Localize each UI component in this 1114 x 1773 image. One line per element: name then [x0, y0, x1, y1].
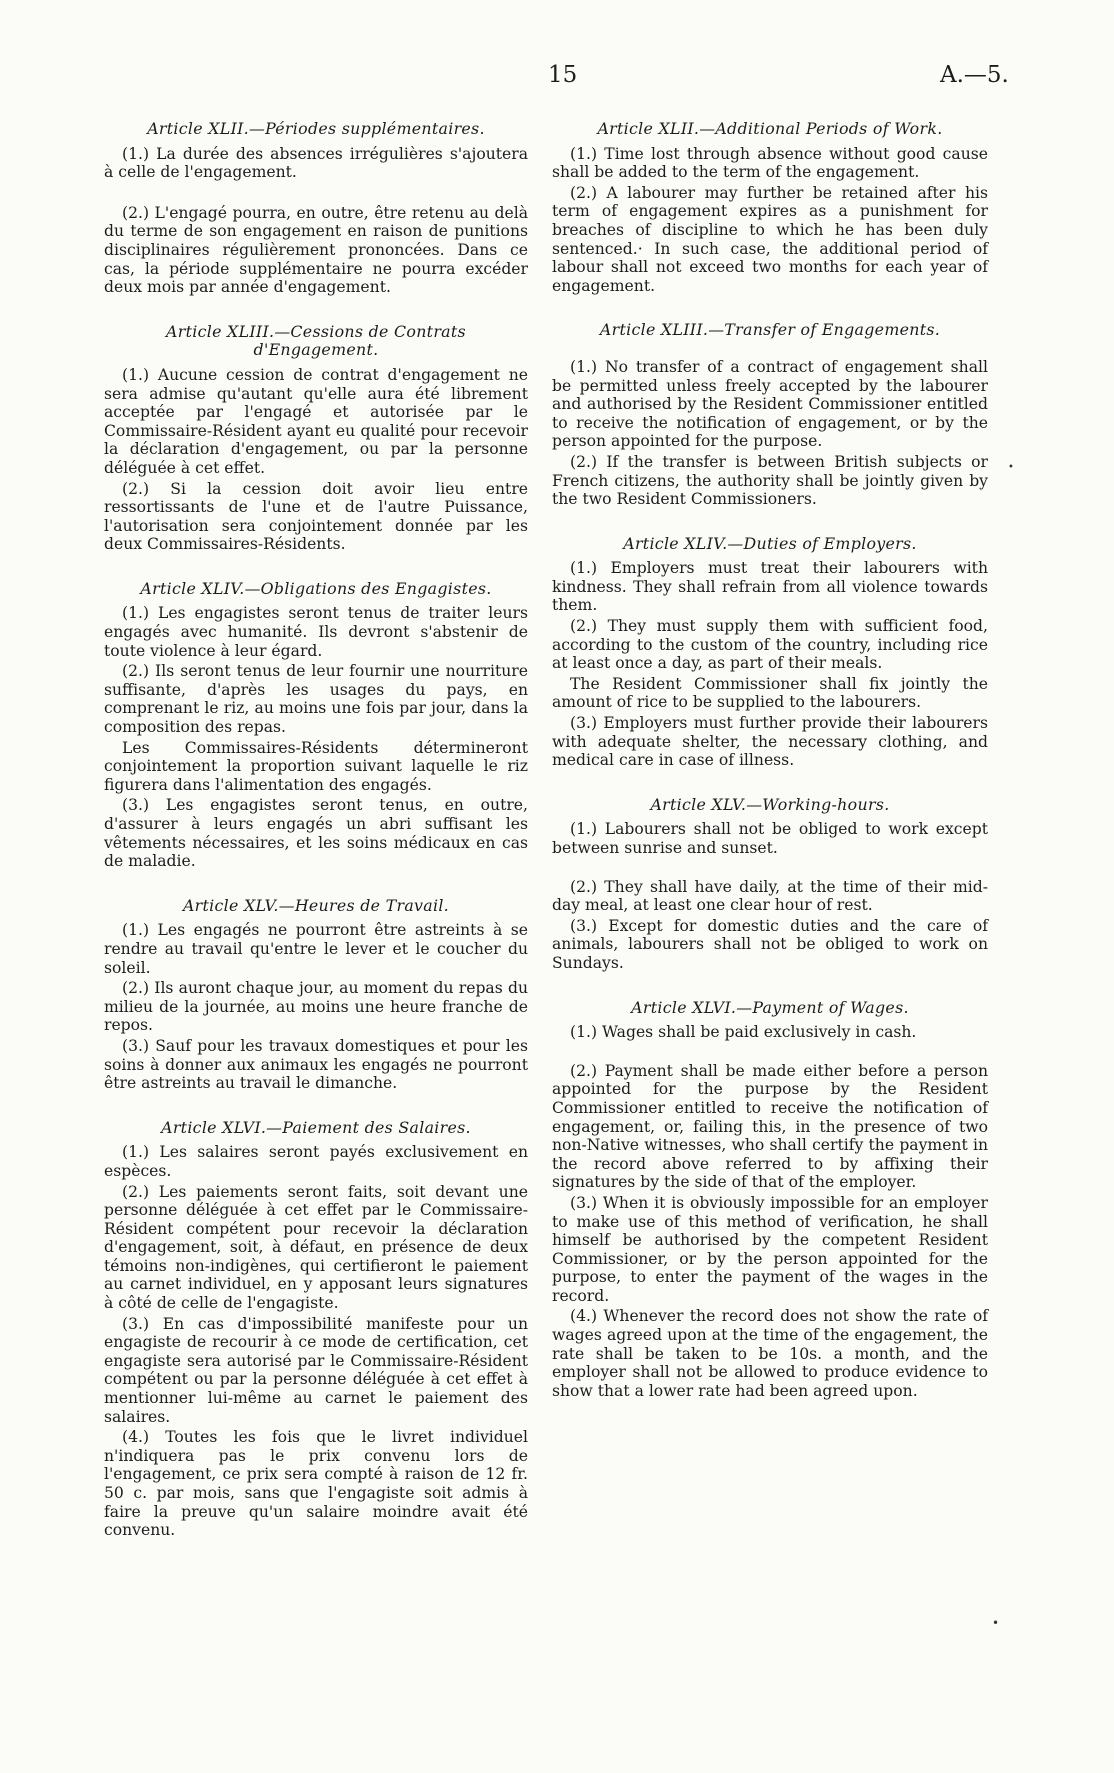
article-xlvi-en	[552, 999, 988, 1401]
article-title: Article XLIV.—Obligations des Engagistes.	[140, 578, 492, 598]
margin-dot: •	[1008, 462, 1014, 473]
paragraph: (3.) En cas d'impossibilité manifeste pour un engagiste de recourir à ce mode de certification, cet engagiste sera autorisé par le Commissaire-Résident compétent ou par la personne déléguée à cet effet à mentionner lui-même au carnet le paiement des salaires.	[104, 1314, 528, 1426]
article-title: Article XLIII.—Cessions de Contrats d'Engagement.	[166, 321, 466, 360]
paragraph: (3.) Except for domestic duties and the care of animals, labourers shall not be obliged to work on Sundays.	[552, 916, 988, 972]
page-header	[0, 62, 1114, 92]
paragraph: (2.) L'engagé pourra, en outre, être retenu au delà du terme de son engagement en raison de punitions disciplinaires régulièrement prononcées. Dans ce cas, la période supplémentaire ne pourra excéder deux mois par année d'engagement.	[104, 203, 528, 297]
paragraph: (3.) Sauf pour les travaux domestiques et pour les soins à donner aux animaux les engagés ne pourront être astreints au travail le dimanche.	[104, 1036, 528, 1093]
paragraph: (1.) Les engagistes seront tenus de traiter leurs engagés avec humanité. Ils devront s'abstenir de toute violence à leur égard.	[104, 604, 528, 660]
paragraph: (2.) Ils auront chaque jour, au moment du repas du milieu de la journée, au moins une heure franche de repos.	[104, 979, 528, 1035]
article-title: Article XLIV.—Duties of Employers.	[623, 533, 917, 553]
paragraph: (1.) La durée des absences irrégulières s'ajoutera à celle de l'engagement.	[104, 144, 528, 182]
article-title: Article XLV.—Heures de Travail.	[182, 895, 450, 915]
paragraph: (1.) Time lost through absence without good cause shall be added to the term of the engagement.	[552, 144, 988, 182]
paragraph: (1.) Wages shall be paid exclusively in cash.	[570, 1023, 917, 1042]
article-xlii-fr	[104, 120, 528, 297]
page-number: 15	[548, 62, 578, 88]
paragraph: (1.) Aucune cession de contrat d'engagement ne sera admise qu'autant qu'elle aura été librement acceptée par l'engagé et autorisée par le Commissaire-Résident ayant eu qualité pour recevoir la déclaration d'engagement, ou par la personne déléguée à cet effet.	[104, 365, 528, 477]
article-title: Article XLIII.—Transfer of Engagements.	[599, 320, 941, 340]
paragraph: (2.) They shall have daily, at the time of their mid-day meal, at least one clear hour of rest.	[552, 877, 988, 915]
paragraph: (1.) No transfer of a contract of engagement shall be permitted unless freely accepted by the labourer and authorised by the Resident Commissioner entitled to receive the notification of engagement, or by the person appointed for the purpose.	[552, 357, 988, 451]
article-title: Article XLII.—Additional Periods of Work.	[597, 119, 943, 138]
article-xlv-fr	[104, 897, 528, 1093]
paragraph: (4.) Toutes les fois que le livret individuel n'indiquera pas le prix convenu lors de l'engagement, ce prix sera compté à raison de 12 fr. 50 c. par mois, sans que l'engagiste soit admis à faire la preuve qu'un salaire moindre avait été convenu.	[104, 1428, 528, 1540]
paragraph: (1.) Labourers shall not be obliged to work except between sunrise and sunset.	[552, 820, 988, 857]
french-column	[104, 120, 528, 1566]
paragraph: The Resident Commissioner shall fix jointly the amount of rice to be supplied to the labourers.	[552, 674, 988, 712]
paragraph: (4.) Whenever the record does not show the rate of wages agreed upon at the time of the engagement, the rate shall be taken to be 10s. a month, and the employer shall not be allowed to produce evidence to show that a lower rate had been agreed upon.	[552, 1307, 988, 1400]
paragraph: (2.) Les paiements seront faits, soit devant une personne déléguée à cet effet par le Commissaire-Résident compétent pour recevoir la déclaration d'engagement, soit, à défaut, en présence de deux témoins non-indigènes, qui certifieront le paiement au carnet individuel, en y apposant leurs signatures à côté de celle de l'engagiste.	[104, 1182, 528, 1313]
margin-dot: •	[992, 1616, 1000, 1630]
document-reference: A.—5.	[940, 62, 1009, 88]
paragraph: (2.) Ils seront tenus de leur fournir une nourriture suffisante, d'après les usages du pays, en comprenant le riz, au moins une fois par jour, dans la composition des repas.	[104, 662, 528, 737]
paragraph: (3.) When it is obviously impossible for an employer to make use of this method of verification, he shall himself be authorised by the competent Resident Commissioner, or by the person appointed for the purpose, to enter the payment of the wages in the record.	[552, 1193, 988, 1305]
article-title: Article XLV.—Working-hours.	[650, 794, 890, 814]
english-column	[552, 120, 988, 1426]
article-xlvi-fr	[104, 1119, 528, 1540]
paragraph: (1.) Employers must treat their labourers with kindness. They shall refrain from all violence towards them.	[552, 559, 988, 615]
article-xliii-en	[552, 321, 988, 508]
article-title: Article XLVI.—Paiement des Salaires.	[161, 1117, 471, 1137]
article-title: Article XLII.—Périodes supplémentaires.	[147, 119, 485, 138]
paragraph: (2.) Si la cession doit avoir lieu entre ressortissants de l'une et de l'autre Puissance, l'autorisation sera conjointement donnée par les deux Commissaires-Résidents.	[104, 479, 528, 554]
article-xliii-fr	[104, 323, 528, 554]
paragraph: (1.) Les engagés ne pourront être astreints à se rendre au travail qu'entre le lever et le coucher du soleil.	[104, 921, 528, 977]
paragraph: (2.) A labourer may further be retained after his term of engagement expires as a punishment for breaches of discipline to which he has been duly sentenced.· In such case, the additional period of labour shall not exceed two months for each year of engagement.	[552, 183, 988, 295]
paragraph: (2.) If the transfer is between British subjects or French citizens, the authority shall be jointly given by the two Resident Commissioners.	[552, 452, 988, 509]
paragraph: (3.) Employers must further provide their labourers with adequate shelter, the necessary clothing, and medical care in case of illness.	[552, 714, 988, 770]
article-title: Article XLVI.—Payment of Wages.	[631, 997, 909, 1017]
article-xlii-en	[552, 120, 988, 295]
article-xlv-en	[552, 796, 988, 973]
article-xliv-fr	[104, 580, 528, 871]
paragraph: Les Commissaires-Résidents détermineront conjointement la proportion suivant laquelle le riz figurera dans l'alimentation des engagés.	[104, 738, 528, 794]
paragraph: (2.) Payment shall be made either before a person appointed for the purpose by the Resident Commissioner entitled to receive the notification of engagement, or, failing this, in the presence of two non-Native witnesses, who shall certify the payment in the record above referred to by affixing their signatures by the side of that of the employer.	[552, 1061, 988, 1192]
paragraph: (2.) They must supply them with sufficient food, according to the custom of the country, including rice at least once a day, as part of their meals.	[552, 617, 988, 673]
article-xliv-en	[552, 535, 988, 770]
paragraph: (1.) Les salaires seront payés exclusivement en espèces.	[104, 1143, 528, 1180]
paragraph: (3.) Les engagistes seront tenus, en outre, d'assurer à leurs engagés un abri suffisant les vêtements nécessaires, et les soins médicaux en cas de maladie.	[104, 796, 528, 871]
